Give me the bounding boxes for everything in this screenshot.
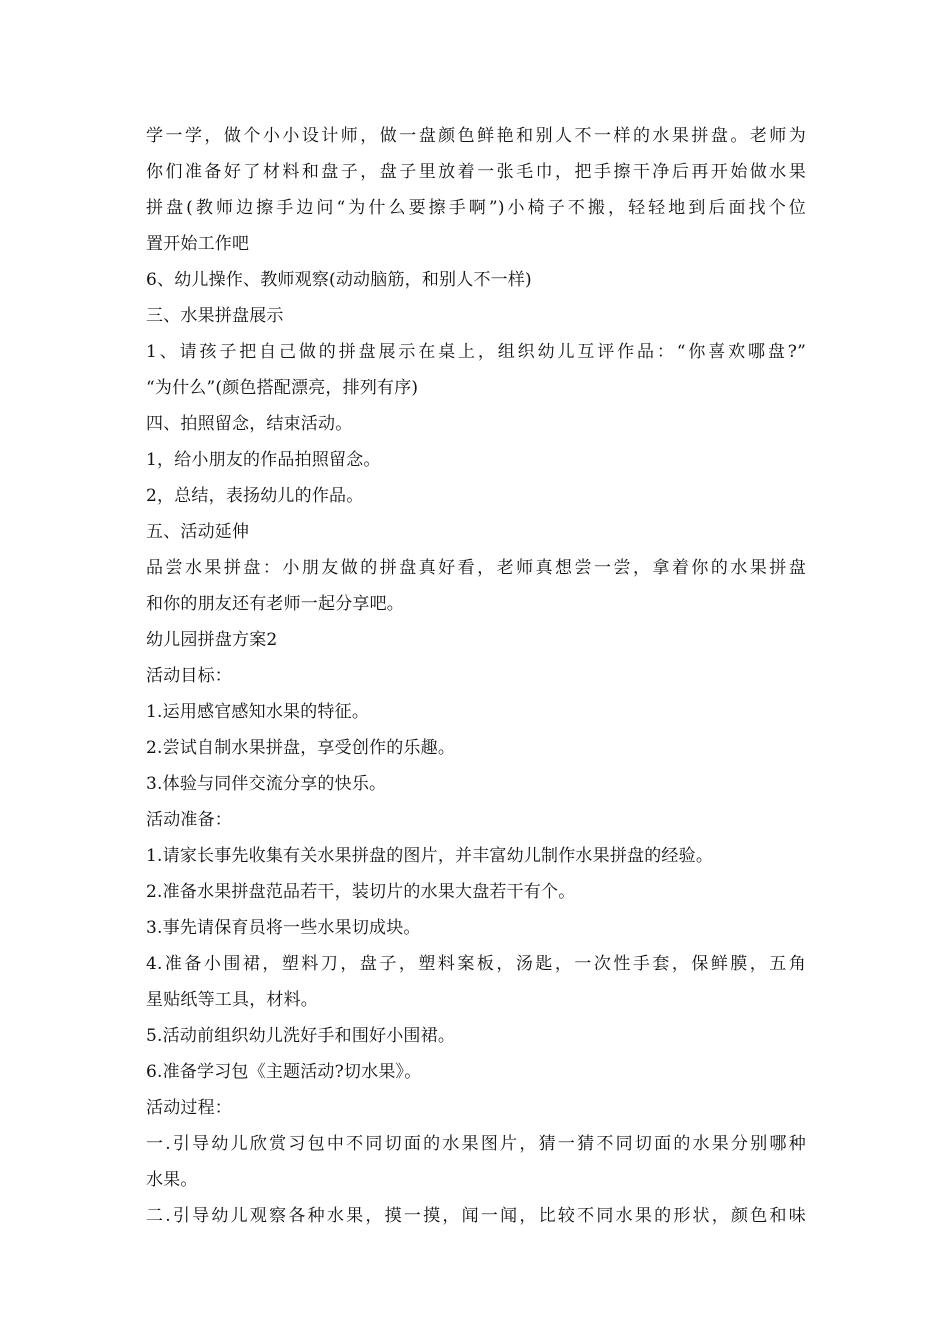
section-heading: 三、水果拼盘展示 [146, 306, 284, 326]
list-item-continuation: 水果。 [146, 1170, 198, 1190]
text-line: 置开始工作吧 [146, 234, 250, 254]
document-body [146, 118, 806, 1234]
list-item: 3.体验与同伴交流分享的快乐。 [146, 774, 387, 794]
list-item-continuation: 星贴纸等工具，材料。 [146, 990, 318, 1010]
text-line: 品尝水果拼盘：小朋友做的拼盘真好看，老师真想尝一尝，拿着你的水果拼盘 [146, 558, 806, 578]
text-line: 2，总结，表扬幼儿的作品。 [146, 486, 364, 506]
section-heading: 活动准备： [146, 810, 232, 830]
text-line: 1，给小朋友的作品拍照留念。 [146, 450, 381, 470]
document-page [146, 118, 806, 1234]
list-item: 3.事先请保育员将一些水果切成块。 [146, 918, 421, 938]
text-line: 1、请孩子把自己做的拼盘展示在桌上，组织幼儿互评作品：“你喜欢哪盘?” [146, 342, 806, 362]
text-line: “为什么”(颜色搭配漂亮，排列有序) [146, 378, 419, 398]
text-line: 6、幼儿操作、教师观察(动动脑筋，和别人不一样) [146, 270, 532, 290]
list-item: 2.尝试自制水果拼盘，享受创作的乐趣。 [146, 738, 456, 758]
section-heading: 活动目标： [146, 666, 232, 686]
list-item: 二.引导幼儿观察各种水果，摸一摸，闻一闻，比较不同水果的形状，颜色和味 [146, 1206, 806, 1226]
section-heading: 五、活动延伸 [146, 522, 250, 542]
text-line: 你们准备好了材料和盘子，盘子里放着一张毛巾，把手擦干净后再开始做水果 [146, 162, 806, 182]
document-title: 幼儿园拼盘方案2 [146, 630, 278, 650]
list-item: 一.引导幼儿欣赏习包中不同切面的水果图片，猜一猜不同切面的水果分别哪种 [146, 1134, 806, 1154]
text-line: 拼盘(教师边擦手边问“为什么要擦手啊”)小椅子不搬，轻轻地到后面找个位 [146, 198, 806, 218]
list-item: 4.准备小围裙，塑料刀，盘子，塑料案板，汤匙，一次性手套，保鲜膜，五角 [146, 954, 806, 974]
section-heading: 四、拍照留念，结束活动。 [146, 414, 353, 434]
list-item: 1.请家长事先收集有关水果拼盘的图片，并丰富幼儿制作水果拼盘的经验。 [146, 846, 714, 866]
section-heading: 活动过程： [146, 1098, 232, 1118]
list-item: 1.运用感官感知水果的特征。 [146, 702, 370, 722]
list-item: 2.准备水果拼盘范品若干，装切片的水果大盘若干有个。 [146, 882, 576, 902]
text-line: 和你的朋友还有老师一起分享吧。 [146, 594, 404, 614]
text-line: 学一学，做个小小设计师，做一盘颜色鲜艳和别人不一样的水果拼盘。老师为 [146, 126, 806, 146]
list-item: 6.准备学习包《主题活动?切水果》。 [146, 1062, 422, 1082]
list-item: 5.活动前组织幼儿洗好手和围好小围裙。 [146, 1026, 456, 1046]
